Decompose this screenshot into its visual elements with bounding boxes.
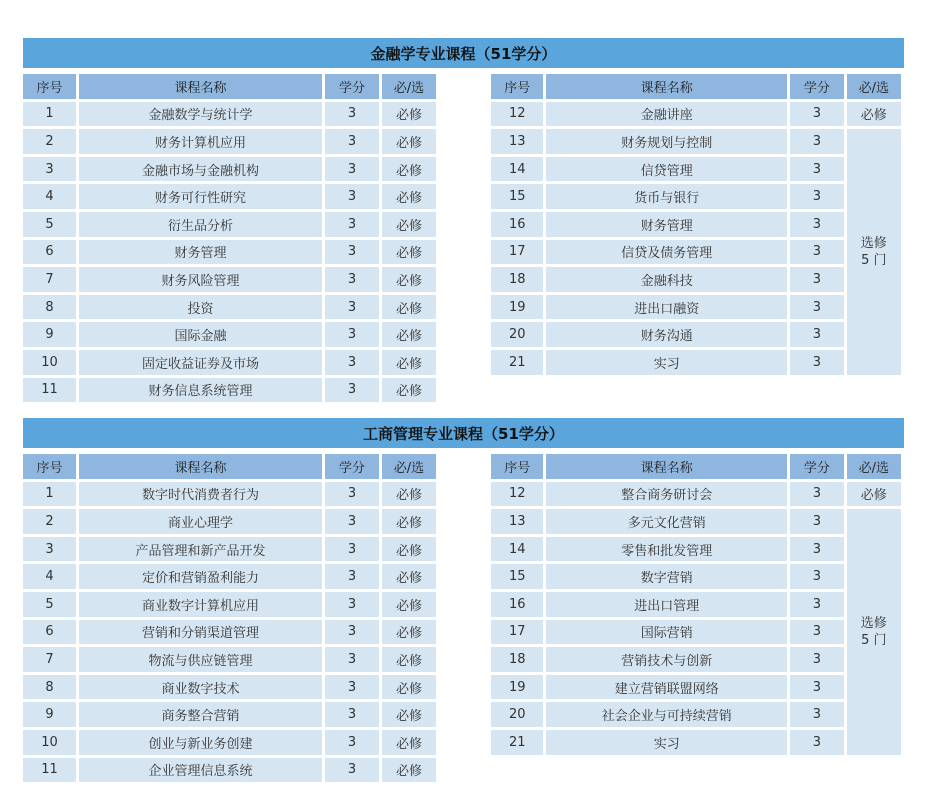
course-type: 必修 (382, 675, 436, 700)
course-no: 5 (23, 592, 76, 617)
course-credit: 3 (325, 350, 379, 375)
business-table-right (488, 451, 904, 758)
course-no: 11 (23, 378, 76, 403)
course-credit: 3 (790, 350, 843, 375)
course-type: 必修 (382, 350, 436, 375)
table-row (23, 129, 436, 154)
table-row (491, 620, 901, 645)
course-type: 必修 (382, 184, 436, 209)
course-credit: 3 (325, 129, 379, 154)
course-type: 必修 (382, 730, 436, 755)
header-no: 序号 (491, 454, 543, 479)
course-name: 货币与银行 (546, 184, 787, 209)
course-name: 固定收益证券及市场 (79, 350, 322, 375)
course-type: 必修 (382, 295, 436, 320)
course-name: 物流与供应链管理 (79, 647, 322, 672)
table-row (491, 350, 901, 375)
course-type: 必修 (382, 647, 436, 672)
course-credit: 3 (325, 730, 379, 755)
course-name: 数字营销 (546, 564, 787, 589)
header-type: 必/选 (382, 74, 436, 99)
course-credit: 3 (790, 647, 843, 672)
table-row (23, 295, 436, 320)
course-no: 14 (491, 157, 543, 182)
course-credit: 3 (790, 212, 843, 237)
course-credit: 3 (325, 620, 379, 645)
elective-note (847, 129, 901, 374)
course-no: 17 (491, 620, 543, 645)
course-name: 营销和分销渠道管理 (79, 620, 322, 645)
header-type: 必/选 (847, 454, 901, 479)
table-row (491, 184, 901, 209)
course-type: 必修 (382, 564, 436, 589)
elective-note-line1: 选修 (860, 615, 887, 631)
course-credit: 3 (790, 675, 843, 700)
header-course-name: 课程名称 (546, 454, 787, 479)
course-type: 必修 (847, 102, 901, 127)
course-type: 必修 (847, 482, 901, 507)
course-no: 16 (491, 592, 543, 617)
course-no: 21 (491, 730, 543, 755)
course-type: 必修 (382, 212, 436, 237)
course-no: 1 (23, 482, 76, 507)
course-name: 多元文化营销 (546, 509, 787, 534)
table-row (23, 212, 436, 237)
table-row (23, 267, 436, 292)
course-credit: 3 (325, 295, 379, 320)
table-row (23, 564, 436, 589)
table-row (23, 675, 436, 700)
course-credit: 3 (790, 295, 843, 320)
course-credit: 3 (790, 129, 843, 154)
course-credit: 3 (325, 509, 379, 534)
course-no: 6 (23, 620, 76, 645)
table-row (491, 675, 901, 700)
course-type: 必修 (382, 378, 436, 403)
course-credit: 3 (790, 564, 843, 589)
course-name: 投资 (79, 295, 322, 320)
header-type: 必/选 (382, 454, 436, 479)
table-row (491, 295, 901, 320)
header-no: 序号 (23, 74, 76, 99)
finance-table-right (488, 71, 904, 378)
course-credit: 3 (325, 240, 379, 265)
header-credit: 学分 (325, 454, 379, 479)
course-no: 7 (23, 267, 76, 292)
table-row (491, 564, 901, 589)
course-credit: 3 (790, 267, 843, 292)
course-credit: 3 (325, 184, 379, 209)
course-name: 企业管理信息系统 (79, 758, 322, 783)
elective-note-line2: 5 门 (861, 252, 887, 268)
course-name: 进出口管理 (546, 592, 787, 617)
table-row (491, 537, 901, 562)
course-type: 必修 (382, 240, 436, 265)
course-type: 必修 (382, 758, 436, 783)
business-table-left (20, 451, 439, 785)
course-no: 18 (491, 267, 543, 292)
table-row (491, 102, 901, 127)
course-type: 必修 (382, 509, 436, 534)
course-no: 1 (23, 102, 76, 127)
table-row (491, 240, 901, 265)
course-credit: 3 (325, 212, 379, 237)
table-header-row (23, 454, 436, 479)
course-name: 财务计算机应用 (79, 129, 322, 154)
course-no: 4 (23, 184, 76, 209)
course-name: 商业数字技术 (79, 675, 322, 700)
course-no: 4 (23, 564, 76, 589)
finance-section (23, 38, 904, 400)
business-section (23, 418, 904, 780)
course-name: 数字时代消费者行为 (79, 482, 322, 507)
table-row (491, 482, 901, 507)
course-no: 9 (23, 702, 76, 727)
course-credit: 3 (325, 322, 379, 347)
course-name: 财务信息系统管理 (79, 378, 322, 403)
business-section-title: 工商管理专业课程（51学分） (23, 418, 904, 448)
course-name: 实习 (546, 730, 787, 755)
course-name: 进出口融资 (546, 295, 787, 320)
table-row (23, 350, 436, 375)
course-type: 必修 (382, 702, 436, 727)
course-no: 6 (23, 240, 76, 265)
table-row (491, 730, 901, 755)
table-row (23, 157, 436, 182)
course-type: 必修 (382, 537, 436, 562)
course-name: 产品管理和新产品开发 (79, 537, 322, 562)
header-credit: 学分 (790, 74, 843, 99)
course-no: 2 (23, 509, 76, 534)
course-type: 必修 (382, 592, 436, 617)
course-no: 3 (23, 537, 76, 562)
course-no: 19 (491, 295, 543, 320)
course-credit: 3 (790, 702, 843, 727)
course-credit: 3 (790, 592, 843, 617)
course-no: 18 (491, 647, 543, 672)
course-name: 定价和营销盈利能力 (79, 564, 322, 589)
course-no: 7 (23, 647, 76, 672)
course-no: 17 (491, 240, 543, 265)
course-no: 10 (23, 350, 76, 375)
course-credit: 3 (325, 592, 379, 617)
course-name: 信贷管理 (546, 157, 787, 182)
table-header-row (491, 454, 901, 479)
table-row (23, 730, 436, 755)
course-name: 零售和批发管理 (546, 537, 787, 562)
course-credit: 3 (790, 240, 843, 265)
table-row (23, 537, 436, 562)
course-no: 15 (491, 184, 543, 209)
table-row (491, 212, 901, 237)
course-name: 财务沟通 (546, 322, 787, 347)
table-row (491, 129, 901, 154)
course-name: 商务整合营销 (79, 702, 322, 727)
table-row (491, 509, 901, 534)
course-no: 19 (491, 675, 543, 700)
header-credit: 学分 (325, 74, 379, 99)
course-name: 社会企业与可持续营销 (546, 702, 787, 727)
course-no: 2 (23, 129, 76, 154)
course-name: 财务规划与控制 (546, 129, 787, 154)
course-name: 国际金融 (79, 322, 322, 347)
header-course-name: 课程名称 (79, 454, 322, 479)
table-header-row (491, 74, 901, 99)
course-credit: 3 (325, 702, 379, 727)
finance-table-left (20, 71, 439, 405)
course-credit: 3 (325, 267, 379, 292)
course-no: 20 (491, 702, 543, 727)
course-name: 建立营销联盟网络 (546, 675, 787, 700)
course-name: 实习 (546, 350, 787, 375)
course-name: 财务可行性研究 (79, 184, 322, 209)
course-type: 必修 (382, 482, 436, 507)
course-no: 14 (491, 537, 543, 562)
course-credit: 3 (325, 647, 379, 672)
course-name: 营销技术与创新 (546, 647, 787, 672)
course-no: 9 (23, 322, 76, 347)
table-row (23, 620, 436, 645)
table-header-row (23, 74, 436, 99)
course-credit: 3 (790, 509, 843, 534)
course-credit: 3 (790, 102, 843, 127)
course-name: 金融市场与金融机构 (79, 157, 322, 182)
course-credit: 3 (325, 758, 379, 783)
course-name: 财务风险管理 (79, 267, 322, 292)
table-row (491, 267, 901, 292)
course-credit: 3 (325, 157, 379, 182)
table-row (23, 592, 436, 617)
table-row (23, 322, 436, 347)
course-credit: 3 (790, 620, 843, 645)
course-credit: 3 (325, 102, 379, 127)
course-no: 5 (23, 212, 76, 237)
table-row (491, 647, 901, 672)
header-credit: 学分 (790, 454, 843, 479)
course-no: 12 (491, 482, 543, 507)
course-credit: 3 (790, 322, 843, 347)
table-row (23, 482, 436, 507)
course-name: 国际营销 (546, 620, 787, 645)
course-name: 信贷及债务管理 (546, 240, 787, 265)
table-row (23, 184, 436, 209)
course-no: 16 (491, 212, 543, 237)
course-name: 金融讲座 (546, 102, 787, 127)
course-no: 11 (23, 758, 76, 783)
elective-note-line2: 5 门 (861, 632, 887, 648)
course-name: 财务管理 (546, 212, 787, 237)
course-type: 必修 (382, 157, 436, 182)
course-credit: 3 (790, 730, 843, 755)
course-no: 21 (491, 350, 543, 375)
course-type: 必修 (382, 267, 436, 292)
table-row (23, 509, 436, 534)
course-name: 创业与新业务创建 (79, 730, 322, 755)
course-type: 必修 (382, 322, 436, 347)
finance-section-title: 金融学专业课程（51学分） (23, 38, 904, 68)
course-type: 必修 (382, 620, 436, 645)
course-credit: 3 (325, 675, 379, 700)
course-no: 13 (491, 509, 543, 534)
course-name: 整合商务研讨会 (546, 482, 787, 507)
course-no: 20 (491, 322, 543, 347)
table-row (23, 758, 436, 783)
table-row (23, 378, 436, 403)
elective-note-line1: 选修 (860, 235, 887, 251)
header-course-name: 课程名称 (79, 74, 322, 99)
table-row (23, 102, 436, 127)
course-name: 财务管理 (79, 240, 322, 265)
course-no: 8 (23, 675, 76, 700)
course-name: 商业数字计算机应用 (79, 592, 322, 617)
course-credit: 3 (325, 482, 379, 507)
course-no: 8 (23, 295, 76, 320)
table-row (23, 240, 436, 265)
table-row (491, 322, 901, 347)
course-name: 商业心理学 (79, 509, 322, 534)
course-credit: 3 (790, 157, 843, 182)
course-no: 3 (23, 157, 76, 182)
course-credit: 3 (325, 378, 379, 403)
course-type: 必修 (382, 102, 436, 127)
header-course-name: 课程名称 (546, 74, 787, 99)
course-credit: 3 (325, 537, 379, 562)
course-credit: 3 (790, 537, 843, 562)
course-credit: 3 (325, 564, 379, 589)
table-row (491, 592, 901, 617)
header-no: 序号 (23, 454, 76, 479)
table-row (23, 647, 436, 672)
course-no: 15 (491, 564, 543, 589)
course-type: 必修 (382, 129, 436, 154)
course-no: 13 (491, 129, 543, 154)
course-credit: 3 (790, 184, 843, 209)
table-row (491, 702, 901, 727)
course-no: 12 (491, 102, 543, 127)
header-no: 序号 (491, 74, 543, 99)
table-row (491, 157, 901, 182)
course-name: 衍生品分析 (79, 212, 322, 237)
table-row (23, 702, 436, 727)
course-name: 金融科技 (546, 267, 787, 292)
course-no: 10 (23, 730, 76, 755)
header-type: 必/选 (847, 74, 901, 99)
course-name: 金融数学与统计学 (79, 102, 322, 127)
course-credit: 3 (790, 482, 843, 507)
elective-note (847, 509, 901, 754)
